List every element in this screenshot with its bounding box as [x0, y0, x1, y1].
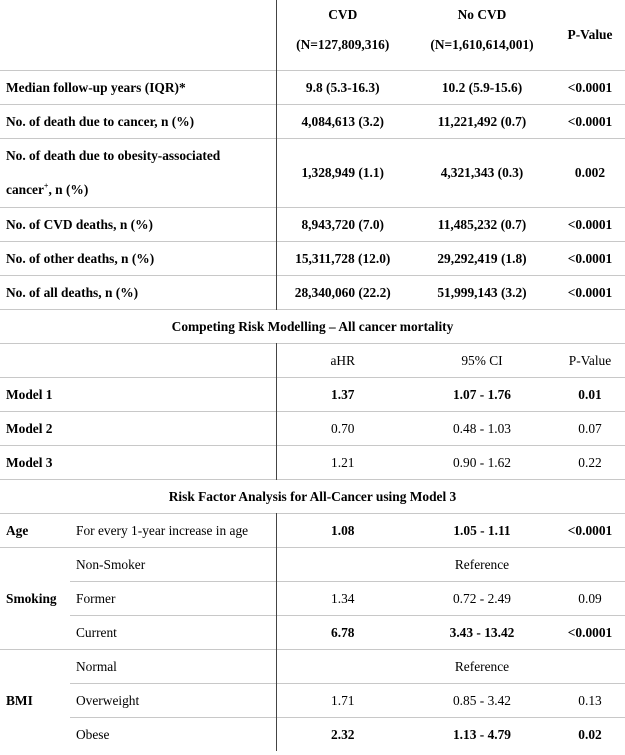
- table-row: Current 6.78 3.43 - 13.42 <0.0001: [0, 615, 625, 649]
- table-row: Age For every 1-year increase in age 1.08 1.05 - 1.11 <0.0001: [0, 513, 625, 547]
- table-row: No. of death due to cancer, n (%) 4,084,613 (3.2) 11,221,492 (0.7) <0.0001: [0, 104, 625, 138]
- table-row: No. of death due to obesity-associated cancer+, n (%) 1,328,949 (1.1) 4,321,343 (0.3) 0.002: [0, 138, 625, 207]
- smoking-label: Smoking: [6, 590, 57, 606]
- age-label: Age: [6, 522, 29, 538]
- table-row: No. of other deaths, n (%) 15,311,728 (12.0) 29,292,419 (1.8) <0.0001: [0, 241, 625, 275]
- table-row: Model 2 0.70 0.48 - 1.03 0.07: [0, 411, 625, 445]
- section-title-row: [0, 309, 625, 343]
- table-row: Former 1.34 0.72 - 2.49 0.09: [0, 581, 625, 615]
- table-row: BMI Normal Reference: [0, 649, 625, 683]
- table-row: Overweight 1.71 0.85 - 3.42 0.13: [0, 683, 625, 717]
- table-row: Smoking Non-Smoker Reference: [0, 547, 625, 581]
- table-row: No. of CVD deaths, n (%) 8,943,720 (7.0) 11,485,232 (0.7) <0.0001: [0, 207, 625, 241]
- competing-header-row: aHR 95% CI P-Value: [0, 343, 625, 377]
- table-row: Obese 2.32 1.13 - 4.79 0.02: [0, 717, 625, 751]
- risk-section-title: Risk Factor Analysis for All-Cancer using Model 3: [168, 488, 457, 504]
- competing-section-title: Competing Risk Modelling – All cancer mortality: [171, 318, 454, 334]
- section-title-row: [0, 479, 625, 513]
- cvd-header: CVD (N=127,809,316): [296, 7, 390, 52]
- nocvd-header: No CVD (N=1,610,614,001): [430, 7, 534, 52]
- table-header-row: [0, 0, 625, 70]
- table-row: Median follow-up years (IQR)* 9.8 (5.3-16.3) 10.2 (5.9-15.6) <0.0001: [0, 70, 625, 104]
- table-row: Model 3 1.21 0.90 - 1.62 0.22: [0, 445, 625, 479]
- pvalue-header: P-Value: [567, 27, 613, 43]
- bmi-label: BMI: [6, 692, 33, 708]
- table-row: No. of all deaths, n (%) 28,340,060 (22.2) 51,999,143 (3.2) <0.0001: [0, 275, 625, 309]
- table-row: Model 1 1.37 1.07 - 1.76 0.01: [0, 377, 625, 411]
